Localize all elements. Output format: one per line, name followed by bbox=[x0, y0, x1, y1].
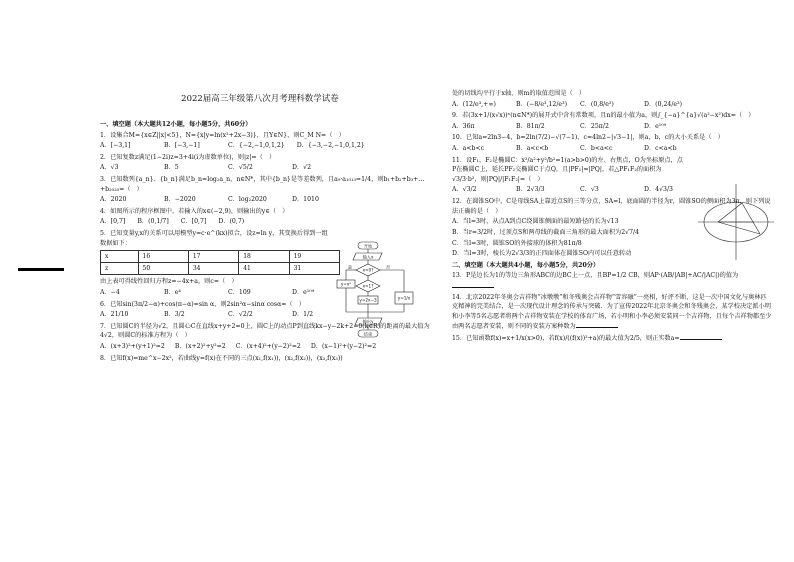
option: A．2020 bbox=[100, 196, 127, 204]
segment-f1q bbox=[718, 222, 760, 234]
option: C．b<a<c bbox=[580, 145, 613, 153]
option: B．e⁴ bbox=[164, 288, 181, 296]
flow-start-label: 开始 bbox=[363, 243, 373, 249]
option: A．a<b<c bbox=[452, 145, 485, 153]
table-row bbox=[101, 251, 340, 263]
section-heading-2: 二、填空题（本大题共4小题，每小题5分，共20分） bbox=[452, 261, 600, 269]
option: C．(x+4)²+(y−2)²=2 bbox=[235, 342, 301, 350]
option: C．{−2,−1,0,1,2} bbox=[228, 142, 285, 150]
option: B．−2020 bbox=[164, 196, 196, 204]
data-table bbox=[100, 250, 340, 275]
program-flowchart bbox=[330, 240, 420, 345]
option: B．(−8/e³,12/e³) bbox=[516, 100, 567, 108]
question-13-text: 13．P是边长为1的等边三角形ABC的边BC上一点，且BP=1/2 CB，则AP·(AB/|AB|+AC/|AC|)的值为 bbox=[452, 272, 739, 280]
question-2-options bbox=[100, 163, 443, 173]
flow-end-label: 结束 bbox=[363, 331, 373, 337]
option: B．(x+2)²+y²=2 bbox=[174, 342, 226, 350]
option: C．√3 bbox=[580, 186, 599, 194]
option: C．√2/2 bbox=[228, 311, 253, 319]
segment-pf1 bbox=[718, 203, 742, 222]
option: B．(0,1/7] bbox=[137, 218, 169, 226]
table-cell: 17 bbox=[188, 251, 238, 263]
question-9-options bbox=[452, 122, 772, 132]
table-cell: 16 bbox=[138, 251, 188, 263]
flow-box3-label: y=1/x bbox=[397, 295, 411, 301]
option: D．{−3,−2,−1,0,1,2} bbox=[296, 142, 365, 150]
flow-cond1-label: x<0? bbox=[362, 267, 374, 273]
table-cell: 19 bbox=[289, 251, 339, 263]
option: C．109 bbox=[228, 288, 251, 296]
option: D．(0,7) bbox=[218, 218, 245, 226]
option: D．1010 bbox=[292, 196, 319, 204]
question-15 bbox=[452, 333, 772, 344]
table-cell: 50 bbox=[138, 263, 188, 275]
question-12-option-c: C．当l=3时，圆锥SO的外接球的体积为81π/8 bbox=[452, 239, 582, 247]
flow-input-label: 输入x bbox=[362, 254, 374, 260]
flow-no-label: 否 bbox=[385, 264, 391, 270]
question-2: 2．已知复数z满足(1−2i)z=3+4i(i为虚数单位)，则|z|=（ ） bbox=[100, 153, 276, 161]
question-4: 4．如图所示的程序框图中，若输入的x∈(−2,9)，则输出的y∈（ ） bbox=[100, 207, 289, 215]
option: D．c<a<b bbox=[644, 145, 677, 153]
table-row bbox=[101, 263, 340, 275]
option: A．√3/2 bbox=[452, 186, 477, 194]
question-10-options bbox=[452, 144, 772, 154]
option: D．√2 bbox=[292, 164, 312, 172]
option: B．81π/2 bbox=[516, 122, 545, 130]
question-12: 12．在圆锥SO中，C是母线SA上靠近点S的三等分点，SA=l，底面圆的半径为r，圆锥SO的侧面积为3π，则下列说法正确的是（ ） bbox=[452, 198, 771, 215]
table-cell: x bbox=[101, 251, 139, 263]
table-cell: 41 bbox=[239, 263, 289, 275]
option: A．21/10 bbox=[100, 311, 129, 319]
option: B．5 bbox=[164, 164, 179, 172]
question-14-text: 14．北京2022年冬奥会吉祥物“冰墩墩”和冬残奥会吉祥物“雪容融”一亮相，好评不断，这是一次中国文化与奥林匹克精神的完美结合，是一次现代设计理念的传承与突破．为了宣传2022年北京冬奥会和冬残奥会，某学校决定派小明和小李等5名志愿者将两个吉祥物安装在学校的体育广场，若小明和小李必须安装同一个吉祥物，且每个吉祥物都至少由两名志愿者安装，则不同的安装方案种数为 bbox=[452, 293, 772, 331]
option: A．[0,7] bbox=[100, 218, 126, 226]
question-6: 6．已知sin(3π/2−α)+cos(π−α)=sin α，则2sin²α−sinα cosα=（ ） bbox=[100, 300, 305, 308]
flow-output-label: 输出y bbox=[362, 319, 374, 324]
answer-blank bbox=[576, 321, 618, 328]
question-13 bbox=[452, 271, 772, 291]
option: D．e¹⁰⁹ bbox=[644, 122, 667, 130]
answer-blank bbox=[452, 281, 494, 288]
option: C．log₂2020 bbox=[228, 196, 267, 204]
option: B．2√3/3 bbox=[516, 186, 545, 194]
flow-yes-label: 是 bbox=[347, 264, 353, 270]
question-8: 8．已知f(x)=me^x−2x²，若曲线y=f(x)在不同的三点(x₁,f(x₁))，(x₂,f(x₂))，(x₃,f(x₃)) bbox=[100, 354, 343, 362]
section-heading-1: 一、填空题（本大题共12小题，每小题5分，共60分） bbox=[100, 121, 252, 128]
table-cell: 18 bbox=[239, 251, 289, 263]
option: D．e¹⁰⁹ bbox=[292, 288, 315, 296]
question-7: 7．已知圆C的半径为√2，且圆心C在直线x+y+2=0上，圆C上的动点P到直线kx−y−2k+2=0(k∈R)的距离的最大值为4√2，则圆C的标准方程为（ ） bbox=[100, 322, 430, 340]
question-5-continued: 由上表可得线性回归方程z=−4x+a，则c=（ ） bbox=[100, 278, 238, 286]
option: D．1/2 bbox=[292, 311, 314, 319]
question-3-options bbox=[100, 195, 443, 205]
option: A．[−3,1] bbox=[100, 142, 131, 150]
question-8-options bbox=[452, 100, 772, 110]
option: A．−4 bbox=[100, 288, 120, 296]
option: C．[0,7] bbox=[180, 218, 207, 226]
table-cell: z bbox=[101, 263, 139, 275]
question-1: 1．设集合M={x∈Z||x|<5}，N={x|y=ln(x²+2x−3)}，且Y∈N}，则C_M N=（ ） bbox=[100, 131, 345, 139]
option: B．3/2 bbox=[164, 311, 185, 319]
question-14 bbox=[452, 293, 772, 332]
option: A．36π bbox=[452, 122, 475, 130]
option: A．(12/e³,+∞) bbox=[452, 100, 496, 108]
question-1-options bbox=[100, 141, 443, 151]
ellipse-figure bbox=[696, 182, 776, 262]
option: D．4√3/3 bbox=[644, 186, 673, 194]
option: B．[−3,−1] bbox=[164, 142, 200, 150]
table-cell: 34 bbox=[188, 263, 238, 275]
option: C．√5/2 bbox=[228, 164, 253, 172]
question-12-option-a: A．当l=3时，从点A到点C绕圆锥侧面的最短路径的长为√13 bbox=[452, 218, 619, 226]
option: A．(x+3)²+(y+1)²=2 bbox=[100, 342, 165, 350]
option: D．(x−1)²+(y−2)²=2 bbox=[310, 342, 377, 350]
question-8-continued: 处的切线均平行于x轴，则m的取值范围是（ ） bbox=[452, 90, 586, 97]
option: C．(0,8/e²) bbox=[580, 100, 614, 108]
option: A．√3 bbox=[100, 164, 119, 172]
table-cell: 31 bbox=[289, 263, 339, 275]
flow-box1-label: y=x² bbox=[340, 281, 352, 287]
question-9: 9．若(3x+1/(x√x))ⁿ(n∈N*)的展开式中含有常数项，且n的最小值为a，则∫_{−a}^{a}√(a²−x²)dx=（ ） bbox=[452, 112, 755, 120]
question-10: 10．已知a=2ln3−4，b=2ln(7/2)−√(7−1)，c=4ln2−|√3−1|，则a，b，c的大小关系是（ ） bbox=[452, 134, 724, 142]
question-3: 3．已知数列{a_n}、{b_n}满足b_n=log₂a_n，n∈N*，其中{b_n}是等差数列，且a₉·a₁₀₁₃=1/4，则b₁+b₂+b₃+…+b₂₀₂₀=（ ） bbox=[100, 176, 425, 193]
exam-title: 2022届高三年级第八次月考理科数学试卷 bbox=[181, 94, 339, 104]
question-15-text: 15．已知函数f(x)=x+1/x(x>0)，若f(x)/((f(x))²+a)的最大值为2/5，则正实数a= bbox=[452, 335, 680, 343]
option: D．(0,24/e³) bbox=[644, 100, 682, 108]
question-5: 5．已知变量y,x的关系可以用模型y=c·e^(kx)拟合，设z=ln y，其变换后得到一组数据如下： bbox=[100, 230, 328, 247]
flow-box2-label: y=2x−3 bbox=[359, 297, 377, 303]
option: B．a<c<b bbox=[516, 145, 549, 153]
question-12-option-d: D．当l=3时，棱长为2√3/3的正四面体在圆锥SO内可以任意转动 bbox=[452, 250, 632, 258]
answer-blank bbox=[680, 333, 722, 340]
flow-cond2-label: x<1? bbox=[362, 283, 374, 289]
question-4-options bbox=[100, 217, 443, 227]
binding-rule bbox=[18, 268, 64, 271]
question-12-option-b: B．当r=3/2时，过顶点S和两母线的截面三角形的最大面积为2√7/4 bbox=[452, 228, 640, 236]
option: C．25π/2 bbox=[580, 122, 609, 130]
question-11: 11．设F₁，F₂是椭圆C：x²/a²+y²/b²=1(a>b>0)的左、右焦点，O为坐标原点，点P在椭圆C上，延长PF₂交椭圆C于点Q，且|PF₁|=|PQ|，若△PF₁F₂的面积为√3/3·b²，则|PQ|/|F₁F₂|=（ ） bbox=[452, 156, 683, 183]
